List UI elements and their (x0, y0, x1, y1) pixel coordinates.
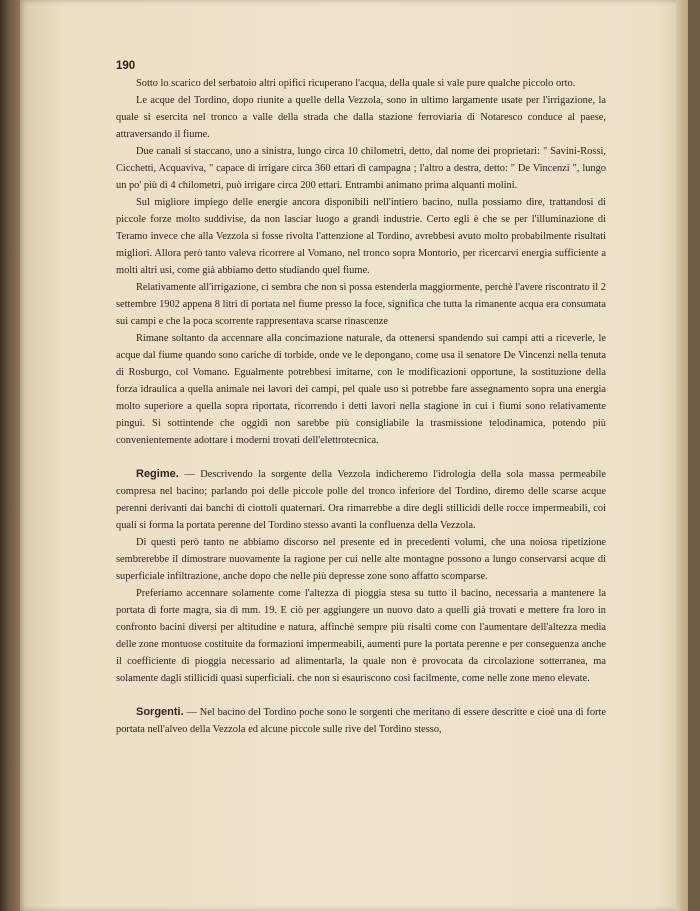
sorgenti-intro: — Nel bacino del Tordino poche sono le sorgenti che meritano di essere descritte e cioè una di forte portata nell'alveo della Vezzola ed alcune piccole sulle rive del Tordino stesso, (116, 707, 606, 735)
page-edge (676, 0, 688, 911)
paragraph-2: Le acque del Tordino, dopo riunite a quelle della Vezzola, sono in ultimo largamente usate per l'irrigazione, la quale si esercita nel tronco a valle della strada che dalla stazione ferroviaria di Notaresco conduce al paese, attraversando il fiume. (116, 95, 606, 140)
page-number: 190 (116, 60, 136, 72)
page-content (116, 58, 606, 738)
sorgenti-section (116, 704, 606, 738)
book-binding (0, 0, 20, 911)
paragraph-5: Relativamente all'irrigazione, ci sembra che non si possa estenderla maggiormente, perchè l'avere riscontrato il 2 settembre 1902 appena 8 litri di portata nel fiume presso la foce, significa che tutta la rimanente acqua era consumata sui campi e che la poca scorrente rappresentava scarse rinascenze (116, 282, 606, 327)
paragraph-1: Sotto lo scarico del serbatoio altri opifici ricuperano l'acqua, della quale si vale pure qualche piccolo orto. (136, 78, 576, 89)
regime-paragraph-2: Preferiamo accennare solamente come l'altezza di pioggia stesa su tutto il bacino, necessaria a mantenere la portata di forte magra, sia di mm. 19. E ciò per aggiungere un nuovo dato a quelli già trovati e mettere fra loro in confronto bacini diversi per altitudine e natura, affinchè sempre più risalti come con l'aumentare dell'altezza media delle zone montuose costituite da formazioni impermeabili, aumenti pure la portata perenne e per conseguenza anche il coefficiente di pioggia necessario ad alimentarla, la quale non è provocata da circolazione sotterranea, ma solamente dagli stillicidi quasi superficiali. che non si esauriscono così facilmente, come nelle zone meno elevate. (116, 588, 606, 684)
paragraph-4: Sul migliore impiego delle energie ancora disponibili nell'intiero bacino, nulla possiamo dire, trattandosi di piccole forze molto suddivise, da non lasciar luogo a grandi industrie. Certo egli è che se per l'illuminazione di Teramo invece che alla Vezzola si fosse rivolta l'attenzione al Tordino, avrebbesi avuto molto probabilmente risultati migliori. Allora però tanto valeva ricorrere al Vomano, nel tronco sopra Montorio, per ricercarvi energia sufficiente a molti altri usi, come già abbiamo detto studiando quel fiume. (116, 197, 606, 276)
paragraph-3: Due canali si staccano, uno a sinistra, lungo circa 10 chilometri, detto, dal nome dei proprietari: " Savini-Rossi, Cicchetti, Acquaviva, " capace di irrigare circa 360 ettari di campagna ; l'altro a destra, detto: " De Vincenzi ", lungo un po' più di 4 chilometri, può irrigare circa 200 ettari. Entrambi animano prima alquanti molini. (116, 146, 606, 191)
regime-intro: — Descrivendo la sorgente della Vezzola indicheremo l'idrologia della sola massa permeabile compresa nel bacino; parlando poi delle piccole polle del tronco inferiore del Tordino, diremo delle scarse acque perenni derivanti dai banchi di ciottoli quaternari. Ora rimarrebbe a dire degli stillicidi delle rocce impermeabili, coi quali si forma la portata perenne del Tordino stesso avanti la confluenza della Vezzola. (116, 469, 606, 531)
regime-section (116, 466, 606, 534)
regime-heading: Regime. (136, 468, 179, 480)
regime-paragraph-1: Di questi però tanto ne abbiamo discorso nel presente ed in precedenti volumi, che una noiosa ripetizione sembrerebbe il dimostrare nuovamente la ragione per cui nelle alte montagne possono a lungo conservarsi acque di superficiale infiltrazione, anche dopo che nelle più depresse zone sono affatto scomparse. (116, 537, 606, 582)
sorgenti-heading: Sorgenti. (136, 706, 184, 718)
paragraph-6: Rimane soltanto da accennare alla concimazione naturale, da ottenersi spandendo sui campi atti a riceverle, le acque dal fiume quando sono cariche di torbide, onde ve le depongano, come usa il senatore De Vincenzi nella tenuta di Rosburgo, col Vomano. Egualmente potrebbesi imitarne, con le modificazioni opportune, la sostituzione della forza idraulica a quella animale nei lavori dei campi, pel quale uso si potrebbe fare assegnamento sopra una energia molto superiore a quella sopra riportata, ricorrendo i detti lavori nella stagione in cui i fiumi sono relativamente pingui. Si sottintende che oggidì non sarebbe più consigliabile la trasmissione telodinamica, potendo più convenientemente adottare i moderni trovati dell'elettrotecnica. (116, 333, 606, 446)
